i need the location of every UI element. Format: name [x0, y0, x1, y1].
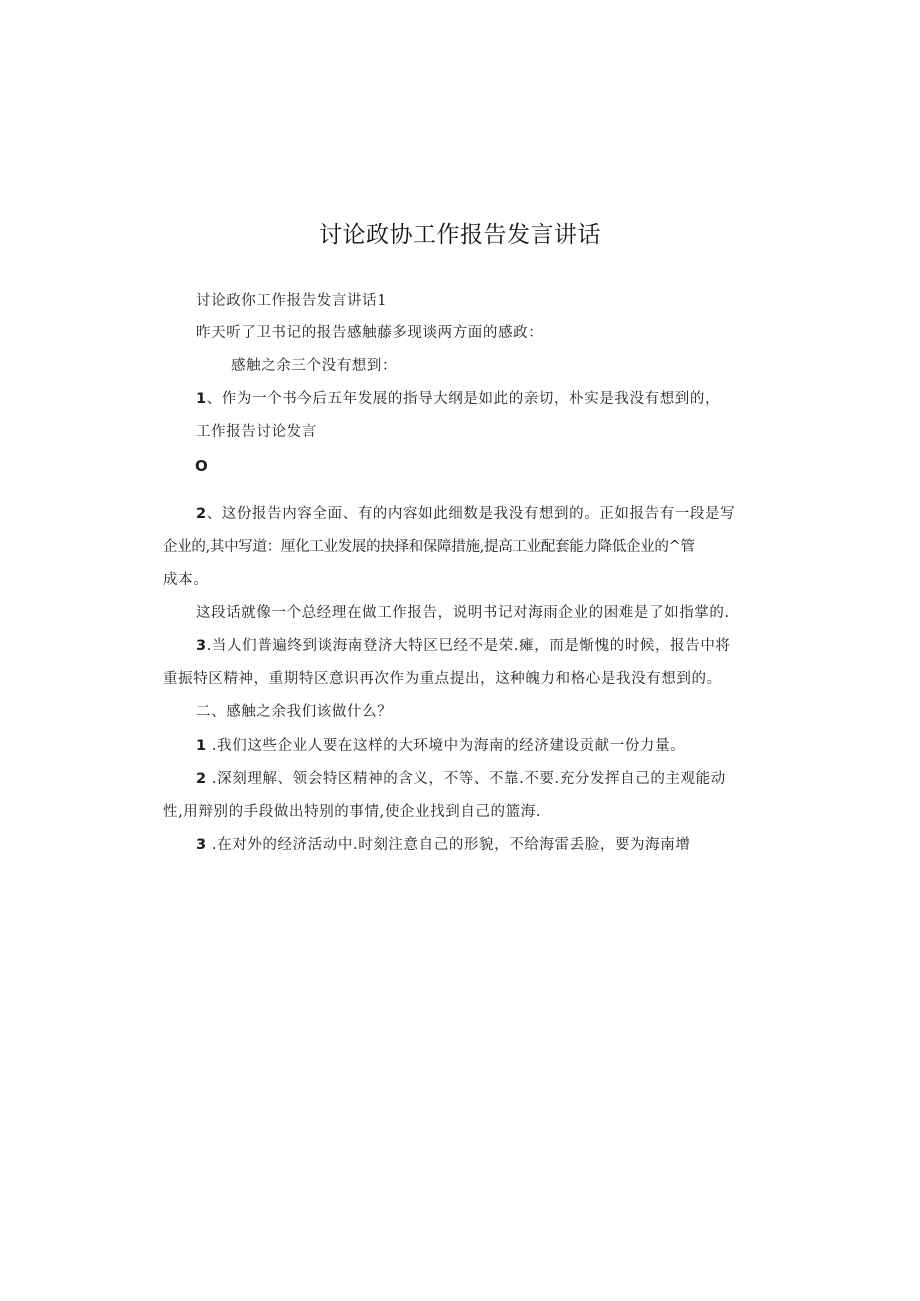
list-number: 3 — [196, 837, 207, 853]
paragraph-line — [196, 321, 543, 342]
line-text: 重振特区精神，重期特区意识再次作为重点提出，这种魄力和格心是我没有想到的。 — [163, 671, 722, 687]
line-text: 性,用辩别的手段做出特别的事情,使企业找到自己的篮海. — [163, 804, 542, 820]
paragraph-line — [196, 289, 387, 310]
list-number: 2 — [196, 771, 207, 787]
list-number: 1 — [196, 738, 207, 754]
line-text: 、这份报告内容全面、有的内容如此细数是我没有想到的。正如报告有一段是写 — [206, 506, 736, 522]
line-text: .当人们普遍终到谈海南登济大特区巳经不是荣.瘫，而是惭愧的时候，报告中将 — [206, 638, 731, 654]
line-text: 工作报告讨论发言 — [196, 424, 317, 440]
line-text: 企业的,其中写道：厘化工业发展的抉择和保障措施,提高工业配套能力降低企业的^管 — [163, 539, 695, 555]
paragraph-line — [196, 833, 690, 854]
list-number: 2 — [196, 506, 207, 522]
paragraph-line — [163, 667, 722, 688]
line-text: 这段话就像一个总经理在做工作报告，说明书记对海雨企业的困难是了如指掌的. — [196, 605, 730, 621]
paragraph-line — [163, 535, 695, 556]
paragraph-line — [196, 601, 730, 622]
paragraph-line — [231, 354, 397, 375]
paragraph-line — [196, 502, 735, 523]
line-text: 昨天听了卫书记的报告感触藤多现谈两方面的感政： — [196, 325, 544, 341]
paragraph-line — [196, 767, 726, 788]
line-text: 二、感触之余我们该做什么？ — [196, 704, 393, 720]
line-text: 、作为一个书今后五年发展的指导大纲是如此的亲切，朴实是我没有想到的， — [206, 391, 721, 407]
paragraph-line — [196, 420, 317, 441]
paragraph-line — [195, 457, 208, 475]
line-text: .在对外的经济活动中.时刻注意自己的形貌，不给海雷丢脸，要为海南增 — [206, 837, 691, 853]
line-text: 感触之余三个没有想到： — [231, 358, 398, 374]
document-title: 讨论政协工作报告发言讲话 — [319, 222, 601, 248]
list-number: 3 — [196, 638, 207, 654]
line-text: .我们这些企业人要在这样的大环境中为海南的经济建设贡献一份力量。 — [206, 738, 686, 754]
paragraph-line — [196, 734, 685, 755]
list-number: 1 — [196, 391, 207, 407]
paragraph-line — [196, 634, 731, 655]
paragraph-line — [163, 800, 541, 821]
paragraph-line — [163, 568, 208, 589]
line-text: 成本。 — [163, 572, 209, 588]
line-text: .深刻理解、领会特区精神的含义，不等、不靠.不要.充分发挥自己的主观能动 — [206, 771, 726, 787]
paragraph-line — [196, 700, 392, 721]
circle-mark: O — [195, 457, 209, 475]
paragraph-line — [196, 387, 720, 408]
line-text: 讨论政你工作报告发言讲话1 — [196, 293, 388, 309]
